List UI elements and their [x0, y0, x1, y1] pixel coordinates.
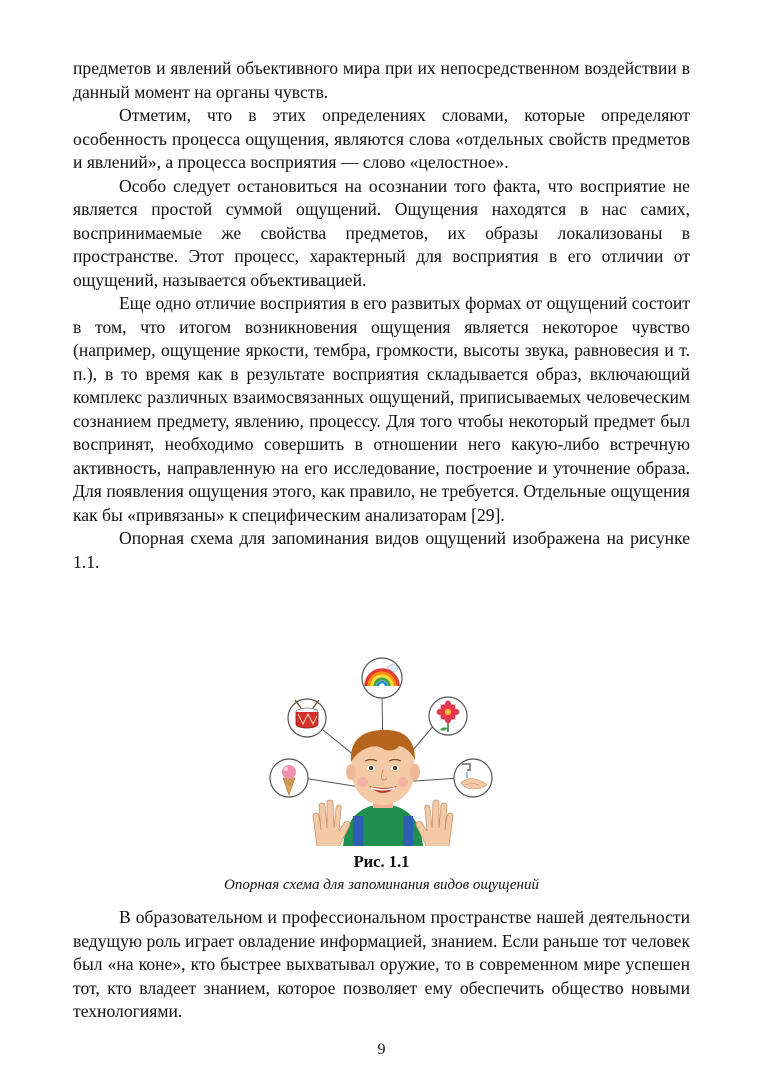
flower-icon [429, 697, 467, 735]
figure-senses-diagram [255, 654, 505, 846]
figure-title: Рис. 1.1 [353, 852, 410, 871]
ice-cream-icon [270, 759, 308, 797]
paragraph: Еще одно отличие восприятия в его развитых формах от ощущений состоит в том, что итогом возникновения ощущения является некоторое чувство (например, ощущение яркости, тембра, громкости, высоты звука, равновесия и т. п.), в то время как в результате восприятия складывается образ, включающий комплекс различных взаимосвязанных ощущений, приписываемых человеческим сознанием предмету, явлению, процессу. Для того чтобы некоторый предмет был воспринят, необходимо совершить в отношении него какую-либо встречную активность, направленную на его исследование, построение и уточнение образа. Для появления ощущения этого, как правило, не требуется. Отдельные ощущения как бы «привязаны» к специфическим анализаторам [29]. [73, 293, 690, 525]
senses-illustration [255, 654, 505, 846]
hand-washing-icon [454, 759, 492, 797]
drum-icon [288, 699, 326, 737]
paragraph: Особо следует остановиться на осознании того факта, что восприятие не является простой суммой ощущений. Ощущения находятся в нас самих, воспринимаемые же свойства предметов, их образы локализованы в пространстве. Этот процесс, характерный для восприятия в его отличии от ощущений, называется объективацией. [73, 175, 690, 290]
paragraph: Отметим, что в этих определениях словами, которые определяют особенность процесса ощущения, являются слова «отдельных свойств предметов и явлений», а процесса восприятия — слово «целостное». [73, 105, 690, 172]
paragraph-continued: предметов и явлений объективного мира при их непосредственном воздействии в данный момент на органы чувств. [73, 58, 690, 102]
paragraph: В образовательном и профессиональном пространстве нашей деятельности ведущую роль играет овладение информацией, знанием. Если раньше тот человек был «на коне», кто быстрее выхватывал оружие, то в современном мире успешен тот, кто владеет знанием, которое позволяет ему обеспечить общество новыми технологиями. [73, 907, 690, 1021]
rainbow-icon [362, 658, 402, 698]
figure-caption: Опорная схема для запоминания видов ощущений [224, 877, 539, 893]
body-text-top [73, 57, 690, 574]
paragraph: Опорная схема для запоминания видов ощущений изображена на рисунке 1.1. [73, 528, 690, 572]
body-text-bottom [73, 906, 690, 1024]
page-number: 9 [377, 1041, 386, 1058]
boy-face-illustration [313, 730, 453, 846]
